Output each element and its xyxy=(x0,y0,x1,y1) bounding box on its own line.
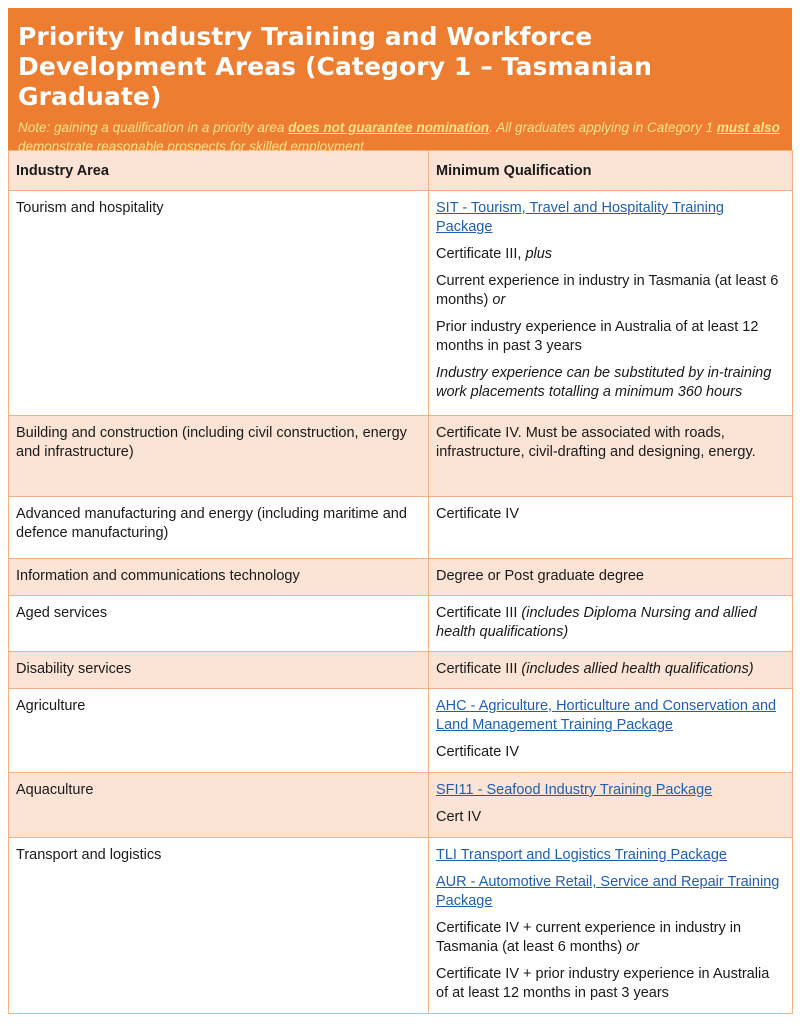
industry-area-cell: Transport and logistics xyxy=(9,838,429,1014)
qual-text: Certificate III, xyxy=(436,246,526,262)
note-part-1: Note: gaining a qualification in a priority area xyxy=(18,120,289,135)
table-row xyxy=(9,773,793,838)
industry-area-cell: Building and construction (including civil construction, energy and infrastructure) xyxy=(9,416,429,497)
industry-area-cell: Tourism and hospitality xyxy=(9,191,429,416)
qualification-cell xyxy=(429,596,793,652)
industry-area-cell: Aquaculture xyxy=(9,773,429,838)
qualification-cell xyxy=(429,838,793,1014)
qual-text: Degree or Post graduate degree xyxy=(436,568,644,584)
table-header-row xyxy=(9,151,793,191)
tli-training-package-link[interactable]: TLI Transport and Logistics Training Package xyxy=(436,847,727,863)
table-row xyxy=(9,191,793,416)
qual-text-italic: (includes Diploma Nursing and allied health qualifications) xyxy=(436,605,757,640)
qual-text: Certificate IV xyxy=(436,744,519,760)
qual-text: Cert IV xyxy=(436,809,482,825)
qual-text-italic: or xyxy=(492,292,506,308)
qual-text: Current experience in industry in Tasmania (at least 6 months) xyxy=(436,273,779,308)
industry-area-cell: Aged services xyxy=(9,596,429,652)
qualification-cell xyxy=(429,559,793,596)
ahc-training-package-link[interactable]: AHC - Agriculture, Horticulture and Conservation and Land Management Training Package xyxy=(436,698,777,733)
qualification-cell xyxy=(429,652,793,689)
note-part-3: demonstrate reasonable prospects for skilled employment xyxy=(18,139,364,154)
header-banner xyxy=(8,8,792,154)
qualification-cell xyxy=(429,191,793,416)
qual-text-italic: plus xyxy=(525,246,553,262)
table-row xyxy=(9,559,793,596)
qual-text: Prior industry experience in Australia of at least 12 months in past 3 years xyxy=(436,319,759,354)
header-industry-area: Industry Area xyxy=(9,151,429,191)
qualification-cell xyxy=(429,416,793,497)
table-row xyxy=(9,497,793,559)
industry-area-cell: Agriculture xyxy=(9,689,429,773)
note-emphasis-1: does not guarantee nomination xyxy=(288,120,490,135)
page-title: Priority Industry Training and Workforce Development Areas (Category 1 – Tasmanian Graduate) xyxy=(18,22,653,111)
note-part-2: . All graduates applying in Category 1 xyxy=(489,120,717,135)
table-row xyxy=(9,838,793,1014)
industry-area-cell: Advanced manufacturing and energy (including maritime and defence manufacturing) xyxy=(9,497,429,559)
qual-text: Certificate IV + prior industry experience in Australia of at least 12 months in past 3 years xyxy=(436,966,770,1001)
qual-text: Certificate III xyxy=(436,661,522,677)
table-row xyxy=(9,416,793,497)
qualification-cell xyxy=(429,497,793,559)
qualification-cell xyxy=(429,773,793,838)
aur-training-package-link[interactable]: AUR - Automotive Retail, Service and Repair Training Package xyxy=(436,874,780,909)
priority-areas-table xyxy=(8,150,793,1014)
qual-text: Certificate III xyxy=(436,605,522,621)
industry-area-cell: Disability services xyxy=(9,652,429,689)
note-emphasis-2: must also xyxy=(716,120,780,135)
sit-training-package-link[interactable]: SIT - Tourism, Travel and Hospitality Training Package xyxy=(436,200,724,235)
header-minimum-qualification: Minimum Qualification xyxy=(429,151,793,191)
qual-text-italic: or xyxy=(626,939,640,955)
qual-text-italic: (includes allied health qualifications) xyxy=(521,661,754,677)
qual-text: Certificate IV + current experience in industry in Tasmania (at least 6 months) xyxy=(436,920,742,955)
qual-text-italic: Industry experience can be substituted by in-training work placements totalling a minimum 360 hours xyxy=(436,365,772,400)
industry-area-cell: Information and communications technology xyxy=(9,559,429,596)
table-row xyxy=(9,689,793,773)
qual-text: Certificate IV. Must be associated with roads, infrastructure, civil-drafting and designing, energy. xyxy=(436,425,756,460)
table-row xyxy=(9,596,793,652)
sfi11-training-package-link[interactable]: SFI11 - Seafood Industry Training Package xyxy=(436,782,713,798)
qual-text: Certificate IV xyxy=(436,506,519,522)
table-row xyxy=(9,652,793,689)
qualification-cell xyxy=(429,689,793,773)
